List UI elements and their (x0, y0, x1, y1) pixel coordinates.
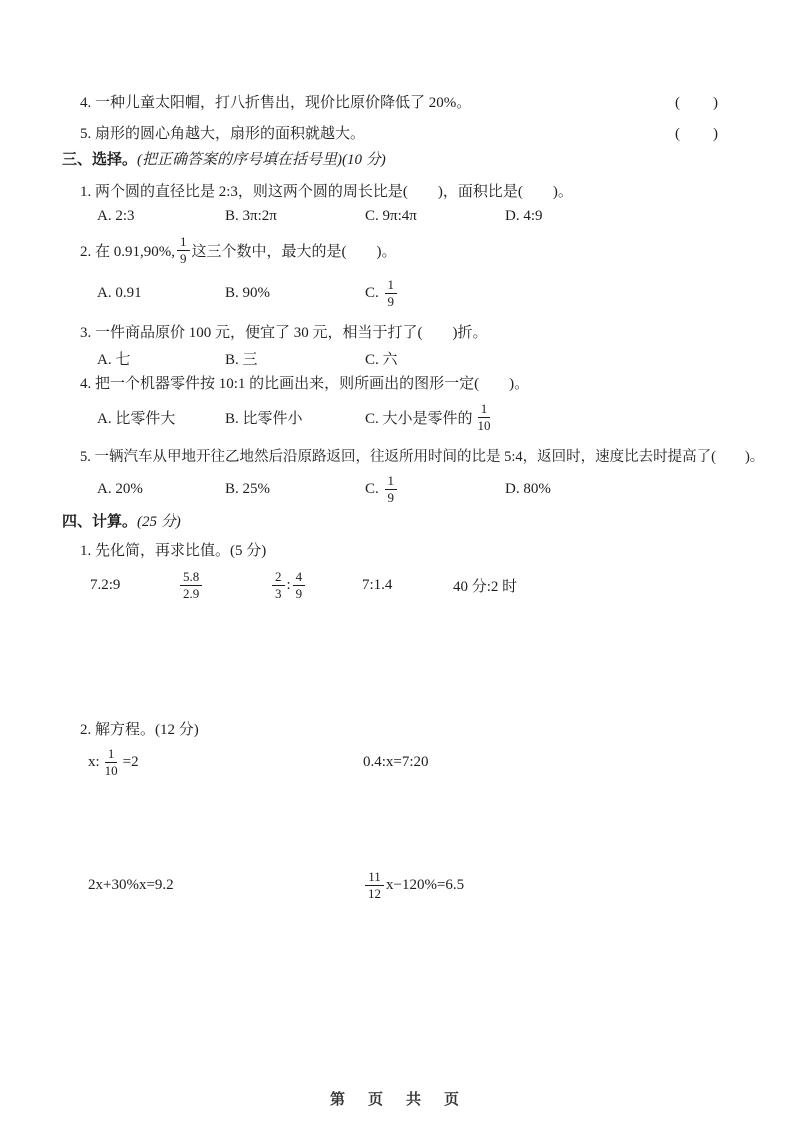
q2-text-after: 这三个数中，最大的是( )。 (191, 243, 397, 260)
section-3-subtitle: (把正确答案的序号填在括号里)(10 分) (137, 152, 386, 168)
fraction-1-10: $\frac{1}{10}$ (477, 400, 491, 433)
fraction-1-9: $\frac{1}{9}$ (385, 277, 398, 309)
ratio-colon: : (286, 576, 291, 593)
calc1-expression-4: 7:1.4 (362, 576, 393, 593)
equation-4: $\frac{11}{12}$ x−120%=6.5 (363, 863, 464, 907)
page-footer: 第 页 共 页 (329, 1091, 464, 1108)
choice-question-1: 1. 两个圆的直径比是 2:3，则这两个圆的周长比是( )，面积比是( )。 (80, 184, 573, 200)
q3-choice-c: C. 六 (365, 352, 398, 368)
calc1-expression-5: 40 分:2 时 (453, 578, 518, 595)
q1-choice-b: B. 3π:2π (225, 208, 277, 224)
q3-choice-a: A. 七 (97, 352, 131, 368)
fraction-1-9: $\frac{1}{9}$ (177, 234, 190, 266)
section-3-header (62, 150, 386, 170)
q1-choice-c: C. 9π:4π (365, 208, 417, 224)
calc1-expression-2 (178, 563, 204, 607)
q2-choice-c: C. $\frac{1}{9}$ (365, 273, 399, 313)
judge-item-5 (80, 124, 365, 144)
equation-1: x: $\frac{1}{10}$ =2 (88, 745, 139, 778)
judge-item-4-text: 4. 一种儿童太阳帽，打八折售出，现价比原价降低了 20%。 (80, 95, 472, 111)
judge-item-5-text: 5. 扇形的圆心角越大，扇形的面积就越大。 (80, 126, 366, 142)
q4-choice-b: B. 比零件小 (225, 410, 303, 427)
fraction-1-9: $\frac{1}{9}$ (385, 473, 398, 505)
fraction-5.8-2.9: $\frac{5.8}{2.9}$ (180, 569, 202, 601)
section-4-subtitle: (25 分) (137, 514, 181, 530)
choice-question-3: 3. 一件商品原价 100 元，便宜了 30 元，相当于打了( )折。 (80, 325, 488, 341)
calc1-expression-1: 7.2:9 (90, 576, 121, 593)
q4-choice-c: C. 大小是零件的 $\frac{1}{10}$ (365, 395, 496, 439)
section-3-title: 三、选择。 (62, 152, 138, 168)
calc1-expression-3 (270, 563, 307, 607)
judge-item-5-answer-bracket: ( ) (675, 126, 719, 142)
fraction-1-10: $\frac{1}{10}$ (104, 745, 118, 778)
q2-choice-b: B. 90% (225, 284, 270, 301)
q5-choice-d: D. 80% (505, 480, 551, 497)
judge-item-4 (80, 93, 471, 113)
equation-2: 0.4:x=7:20 (363, 753, 429, 770)
q5-choice-c: C. $\frac{1}{9}$ (365, 467, 399, 511)
judge-item-4-answer-bracket: ( ) (675, 95, 719, 111)
section-4-header (62, 512, 181, 532)
fraction-4-9: $\frac{4}{9}$ (293, 569, 306, 601)
equation-3: 2x+30%x=9.2 (88, 876, 174, 893)
choice-question-5: 5. 一辆汽车从甲地开往乙地然后沿原路返回，往返所用时间的比是 5:4，返回时，速度比去时提高了( )。 (80, 449, 765, 465)
q3-choice-b: B. 三 (225, 352, 258, 368)
q2-text-before: 2. 在 0.91,90%, (80, 243, 175, 260)
section-4-title: 四、计算。 (62, 514, 138, 530)
q5-choice-a: A. 20% (97, 480, 143, 497)
q4-choice-a: A. 比零件大 (97, 410, 176, 427)
fraction-2-3: $\frac{2}{3}$ (272, 569, 285, 601)
q1-choice-d: D. 4:9 (505, 208, 543, 224)
calc-1-label: 1. 先化简，再求比值。(5 分) (80, 543, 267, 559)
fraction-11-12: $\frac{11}{12}$ (365, 869, 384, 901)
q5-choice-b: B. 25% (225, 480, 270, 497)
q1-choice-a: A. 2:3 (97, 208, 135, 224)
choice-question-4: 4. 把一个机器零件按 10:1 的比画出来，则所画出的图形一定( )。 (80, 376, 530, 392)
calc-2-label: 2. 解方程。(12 分) (80, 722, 199, 738)
choice-question-2 (80, 230, 397, 270)
q2-choice-a: A. 0.91 (97, 284, 142, 301)
